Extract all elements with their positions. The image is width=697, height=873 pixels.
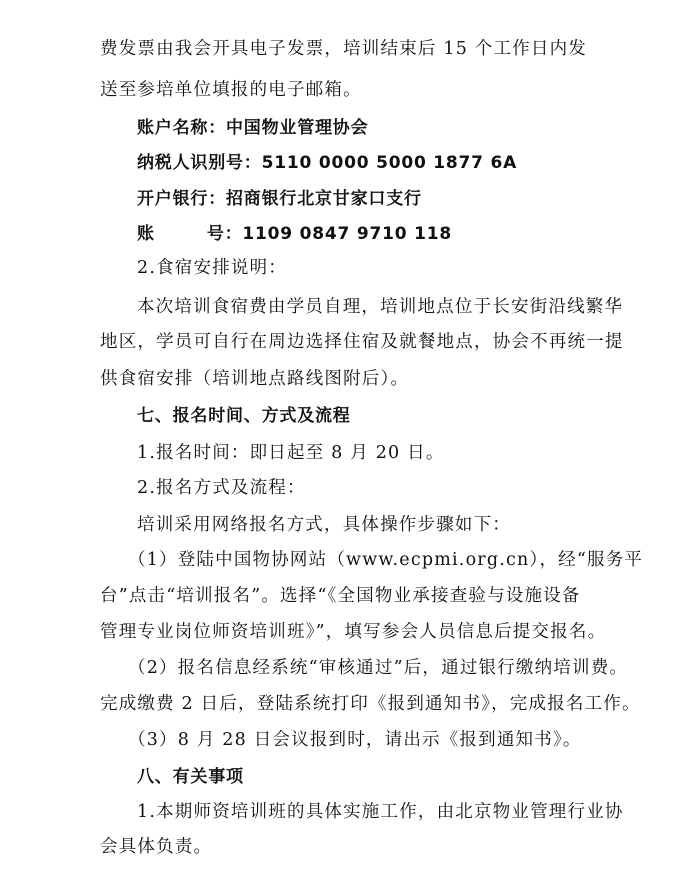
text-line-20: （3）8 月 28 日会议报到时，请出示《报到通知书》。 — [128, 730, 582, 750]
text-line-13: 2.报名方式及流程： — [137, 478, 306, 498]
text-line-8: 本次培训食宿费由学员自理，培训地点位于长安街沿线繁华 — [137, 297, 624, 317]
text-line-17: 管理专业岗位师资培训班》”，填写参会人员信息后提交报名。 — [100, 622, 607, 642]
text-line-18: （2）报名信息经系统“审核通过”后，通过银行缴纳培训费。 — [128, 658, 629, 678]
section-2-heading: 2.食宿安排说明： — [137, 258, 287, 278]
text-line-15: （1）登陆中国物协网站（www.ecpmi.org.cn），经“服务平 — [128, 550, 644, 570]
bank-line: 开户银行：招商银行北京甘家口支行 — [137, 189, 422, 209]
account-name-line: 账户名称：中国物业管理协会 — [137, 118, 369, 138]
text-line-14: 培训采用网络报名方式，具体操作步骤如下： — [137, 515, 511, 535]
text-line-23: 会具体负责。 — [100, 837, 213, 857]
text-line-10: 供食宿安排（培训地点路线图附后）。 — [100, 369, 410, 389]
text-line-2: 送至参培单位填报的电子邮箱。 — [100, 80, 362, 100]
taxpayer-id-line: 纳税人识别号：5110 0000 5000 1877 6A — [137, 153, 518, 173]
text-line-12: 1.报名时间：即日起至 8 月 20 日。 — [137, 443, 445, 463]
text-line-22: 1.本期师资培训班的具体实施工作，由北京物业管理行业协 — [137, 802, 624, 822]
text-line-16: 台”点击“培训报名”。选择“《全国物业承接查验与设施设备 — [100, 586, 581, 606]
text-line-9: 地区，学员可自行在周边选择住宿及就餐地点，协会不再统一提 — [100, 332, 624, 352]
text-line-19: 完成缴费 2 日后，登陆系统打印《报到通知书》，完成报名工作。 — [100, 694, 641, 714]
account-number-line — [137, 222, 452, 246]
account-label-b: 号：1109 0847 9710 118 — [206, 224, 452, 244]
section-8-title: 八、有关事项 — [137, 767, 244, 787]
section-7-title: 七、报名时间、方式及流程 — [137, 406, 351, 426]
text-line-1: 费发票由我会开具电子发票，培训结束后 15 个工作日内发 — [100, 39, 587, 59]
account-label-a: 账 — [137, 224, 155, 244]
